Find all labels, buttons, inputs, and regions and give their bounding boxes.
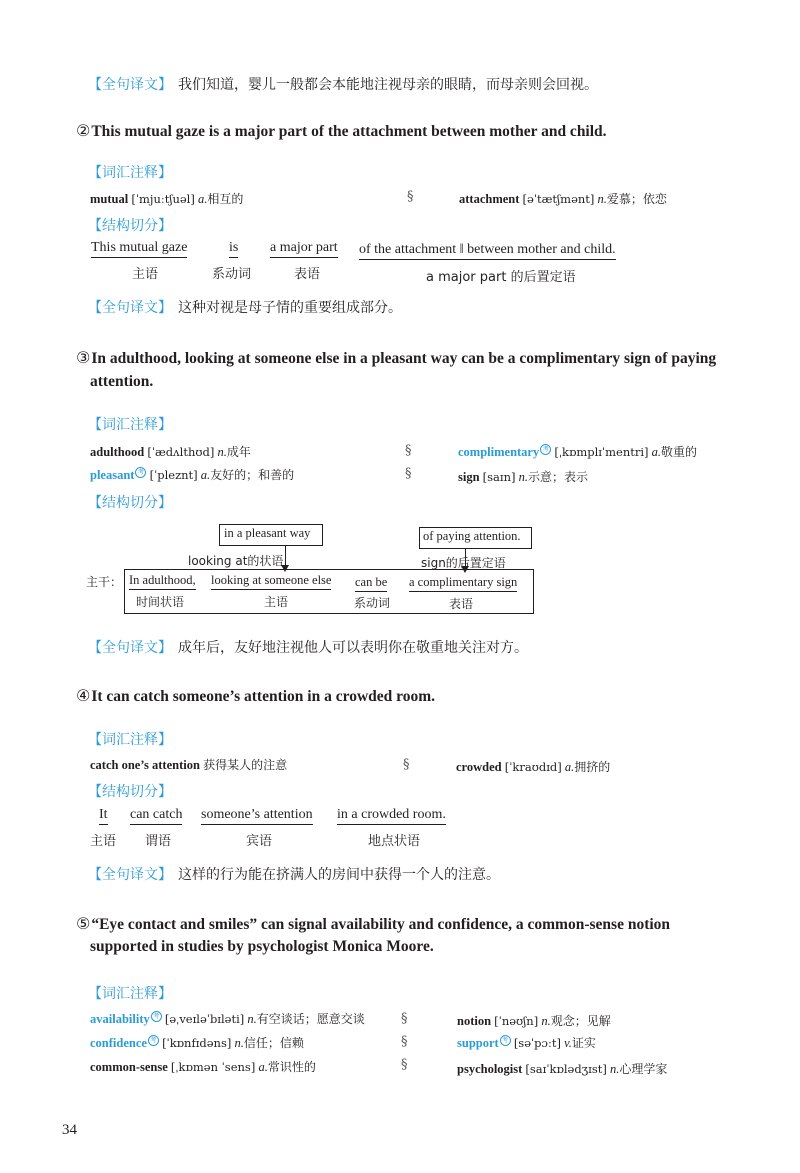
translation-text: 我们知道，婴儿一般都会本能地注视母亲的眼睛，而母亲则会回视。 <box>178 77 598 93</box>
vocab-entry-availability: availability 考 [əˌveɪləˈbɪləti] n.有空谈话；愿意交谈 <box>90 1012 365 1026</box>
modifier-box-right-text: of paying attention. <box>423 529 521 543</box>
translation-tag: 【全句译文】 <box>88 77 172 93</box>
chunk-label: a major part 的后置定语 <box>426 270 576 285</box>
sentence-2: ②This mutual gaze is a major part of the attachment between mother and child. <box>76 121 607 140</box>
vocab-tag: 【词汇注释】 <box>88 986 172 1002</box>
modifier-label-right: sign的后置定语 <box>421 556 506 570</box>
chunk-label: 主语 <box>132 267 159 282</box>
vocab-entry-psychologist: psychologist [saɪˈkɒlədʒɪst] n.心理学家 <box>457 1062 668 1076</box>
exam-mark-icon: 考 <box>148 1035 159 1046</box>
chunk-predicative: a major part <box>270 240 338 258</box>
chunk-label: 系动词 <box>212 267 252 282</box>
chunk-label: 时间状语 <box>136 595 185 609</box>
chunk-subject: looking at someone else <box>211 573 331 590</box>
divider-squiggle: § <box>403 757 410 772</box>
chunk-label: 主语 <box>264 595 289 609</box>
vocab-tag: 【词汇注释】 <box>88 417 172 433</box>
chunk-label: 表语 <box>449 597 474 611</box>
vocab-tag: 【词汇注释】 <box>88 165 172 181</box>
exam-mark-icon: 考 <box>151 1011 162 1022</box>
vocab-entry-notion: notion [ˈnəʊʃn] n.观念；见解 <box>457 1014 611 1028</box>
translation-text: 这种对视是母子情的重要组成部分。 <box>178 300 402 316</box>
chunk-adverbial: In adulthood, <box>129 573 196 590</box>
vocab-entry-complimentary: complimentary 考 [ˌkɒmplɪˈmentri] a.敬重的 <box>458 445 698 459</box>
chunk-subject: This mutual gaze <box>91 240 187 258</box>
sentence-3-line2: attention. <box>90 373 154 390</box>
divider-squiggle: § <box>405 466 412 481</box>
sentence-5-line2: supported in studies by psychologist Monica Moore. <box>90 938 434 955</box>
exam-mark-icon: 考 <box>540 444 551 455</box>
vocab-entry-catch-attention: catch one’s attention 获得某人的注意 <box>90 758 288 772</box>
structure-tag: 【结构切分】 <box>88 495 172 511</box>
exam-mark-icon: 考 <box>135 467 146 478</box>
divider-squiggle: § <box>405 443 412 458</box>
exam-mark-icon: 考 <box>500 1035 511 1046</box>
sentence-5: ⑤“Eye contact and smiles” can signal availability and confidence, a common-sense notion <box>76 914 671 933</box>
vocab-entry-mutual: mutual [ˈmjuːtʃuəl] a.相互的 <box>90 192 244 206</box>
chunk-label: 表语 <box>294 267 321 282</box>
chunk-verb: is <box>229 240 238 258</box>
chunk-predicate: can catch <box>130 807 182 825</box>
translation-tag: 【全句译文】 <box>88 300 172 316</box>
chunk-object: someone’s attention <box>201 807 313 825</box>
modifier-box-left-text: in a pleasant way <box>224 526 311 540</box>
structure-tag: 【结构切分】 <box>88 218 172 234</box>
vocab-entry-attachment: attachment [əˈtætʃmənt] n.爱慕；依恋 <box>459 192 667 206</box>
vocab-entry-common-sense: common-sense [ˌkɒmən ˈsens] a.常识性的 <box>90 1060 316 1074</box>
arrow-line <box>285 545 286 567</box>
divider-squiggle: § <box>401 1011 408 1026</box>
sentence-4: ④It can catch someone’s attention in a crowded room. <box>76 686 436 705</box>
chunk-adverbial: in a crowded room. <box>337 807 446 825</box>
vocab-entry-confidence: confidence 考 [ˈkɒnfɪdəns] n.信任；信赖 <box>90 1036 304 1050</box>
main-clause-label: 主干： <box>86 575 123 589</box>
vocab-entry-crowded: crowded [ˈkraʊdɪd] a.拥挤的 <box>456 760 611 774</box>
chunk-predicative: a complimentary sign <box>409 575 517 592</box>
divider-squiggle: § <box>401 1057 408 1072</box>
chunk-label: 宾语 <box>246 834 273 849</box>
translation-tag: 【全句译文】 <box>88 867 172 883</box>
vocab-tag: 【词汇注释】 <box>88 732 172 748</box>
chunk-label: 系动词 <box>354 596 391 610</box>
page-number: 34 <box>62 1122 77 1138</box>
vocab-entry-sign: sign [saɪn] n.示意；表示 <box>458 470 589 484</box>
translation-text: 成年后，友好地注视他人可以表明你在敬重地关注对方。 <box>178 640 528 656</box>
divider-squiggle: § <box>401 1034 408 1049</box>
translation-text: 这样的行为能在挤满人的房间中获得一个人的注意。 <box>178 867 500 883</box>
chunk-verb: can be <box>355 575 387 592</box>
chunk-postmodifier: of the attachment ‖ between mother and child. <box>359 242 616 260</box>
vocab-entry-pleasant: pleasant 考 [ˈpleznt] a.友好的；和善的 <box>90 468 295 482</box>
modifier-label-left: looking at的状语 <box>188 554 284 568</box>
vocab-entry-support: support 考 [səˈpɔːt] v.证实 <box>457 1036 596 1050</box>
chunk-subject: It <box>99 807 108 825</box>
vocab-entry-adulthood: adulthood [ˈædʌlthʊd] n.成年 <box>90 445 251 459</box>
translation-tag: 【全句译文】 <box>88 640 172 656</box>
structure-tag: 【结构切分】 <box>88 784 172 800</box>
divider-squiggle: § <box>407 189 414 204</box>
chunk-label: 谓语 <box>145 834 172 849</box>
sentence-3: ③In adulthood, looking at someone else in a pleasant way can be a complimentary sign of paying <box>76 348 717 367</box>
chunk-label: 主语 <box>90 834 117 849</box>
chunk-label: 地点状语 <box>368 834 421 849</box>
